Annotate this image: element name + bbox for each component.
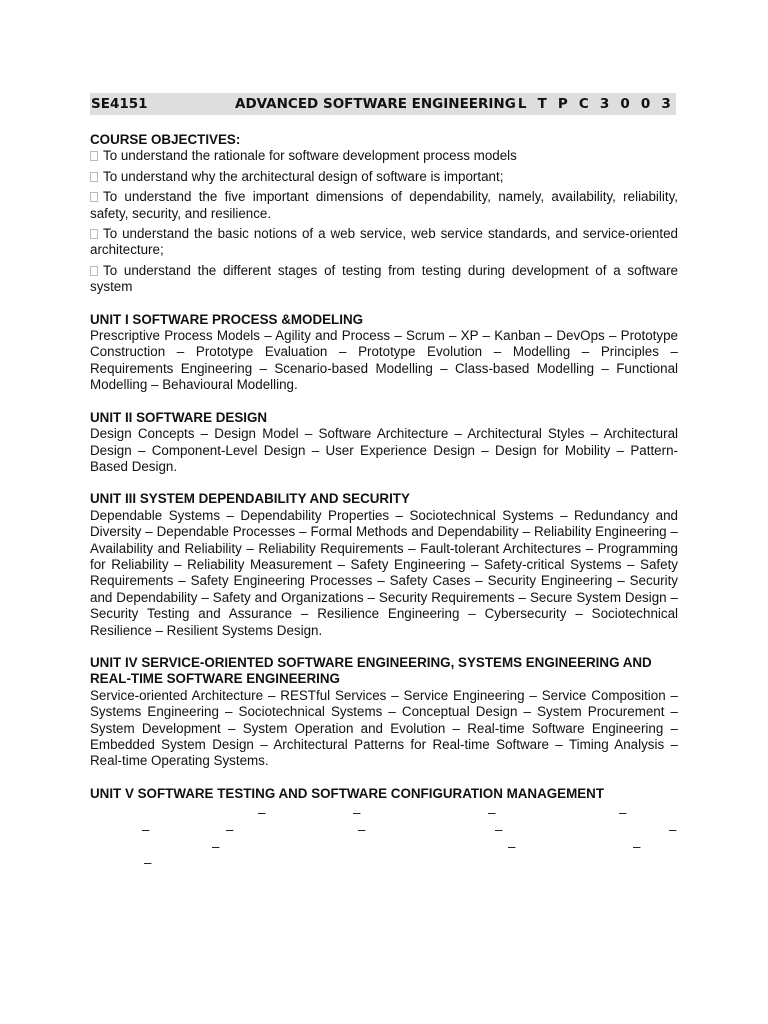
bullet-glyph-icon [90,266,98,276]
syllabus-content [90,132,678,802]
course-header-bar [90,93,676,115]
unit-5-section [90,786,678,802]
unit-4-section [90,655,678,770]
dash-separator: – [495,822,503,837]
unit-3-title: UNIT III SYSTEM DEPENDABILITY AND SECURITY [90,491,410,507]
dash-separator: – [508,839,516,854]
bullet-glyph-icon [90,151,98,161]
unit-4-title: UNIT IV SERVICE-ORIENTED SOFTWARE ENGINEERING, SYSTEMS ENGINEERING AND REAL-TIME SOFTWARE ENGINEERING [90,654,652,687]
dash-separator: – [669,822,677,837]
dash-separator: – [358,822,366,837]
unit-3-topics: Dependable Systems – Dependability Properties – Sociotechnical Systems – Redundancy and Diversity – Dependable Processes – Formal Methods and Dependability – Reliability Engineering – Availability and Reliability – Reliability Requirements – Fault-tolerant Architectures – Programming for Reliability – Reliability Measurement – Safety Engineering – Safety-critical Systems – Safety Requirements – Safety Engineering Processes – Safety Cases – Security Engineering – Security and Dependability – Safety and Organizations – Security Requirements – Secure System Design – Security Testing and Assurance – Resilience Engineering – Cybersecurity – Sociotechnical Resilience – Resilient Systems Design. [90,507,678,638]
course-title: ADVANCED SOFTWARE ENGINEERING [235,96,516,112]
dash-separator: – [226,822,234,837]
dash-separator: – [619,805,627,820]
unit-2-section [90,410,678,476]
dash-separator: – [633,839,641,854]
objective-item: To understand the rationale for software development process models [90,148,678,164]
objective-item: To understand the different stages of testing from testing during development of a software system [90,262,678,295]
unit-2-title: UNIT II SOFTWARE DESIGN [90,409,268,425]
bullet-glyph-icon [90,229,98,239]
unit-1-title: UNIT I SOFTWARE PROCESS &MODELING [90,311,364,327]
course-credits-ltpc: L T P C 3 0 0 3 [517,96,674,112]
dash-separator: – [353,805,361,820]
unit-1-topics: Prescriptive Process Models – Agility and Process – Scrum – XP – Kanban – DevOps – Prototype Construction – Prototype Evaluation – Prototype Evolution – Modelling – Principles – Requirements Engineering – Scenario-based Modelling – Class-based Modelling – Functional Modelling – Behavioural Modelling. [90,328,678,393]
dash-separator: – [144,855,152,870]
dash-separator: – [142,822,150,837]
unit-3-section [90,491,678,639]
course-code: SE4151 [91,96,148,112]
bullet-glyph-icon [90,192,98,202]
unit-4-topics: Service-oriented Architecture – RESTful Services – Service Engineering – Service Composition – Systems Engineering – Sociotechnical Systems – Conceptual Design – System Procurement – System Development – System Operation and Evolution – Real-time Software Engineering – Embedded System Design – Architectural Patterns for Real-time Software – Timing Analysis – Real-time Operating Systems. [90,687,678,769]
unit-1-section [90,312,678,394]
objective-item: To understand the basic notions of a web service, web service standards, and service-oriented architecture; [90,226,678,258]
objectives-heading: COURSE OBJECTIVES: [90,132,241,147]
bullet-glyph-icon [90,172,98,182]
dash-separator: – [212,839,220,854]
objective-item: To understand the five important dimensions of dependability, namely, availability, reliability, safety, security, and resilience. [90,189,678,221]
objective-item: To understand why the architectural design of software is important; [90,169,678,185]
unit-5-title: UNIT V SOFTWARE TESTING AND SOFTWARE CONFIGURATION MANAGEMENT [90,785,605,801]
unit-2-topics: Design Concepts – Design Model – Software Architecture – Architectural Styles – Architectural Design – Component-Level Design – User Experience Design – Design for Mobility – Pattern-Based Design. [90,426,678,474]
dash-separator: – [258,805,266,820]
dash-separator: – [488,805,496,820]
